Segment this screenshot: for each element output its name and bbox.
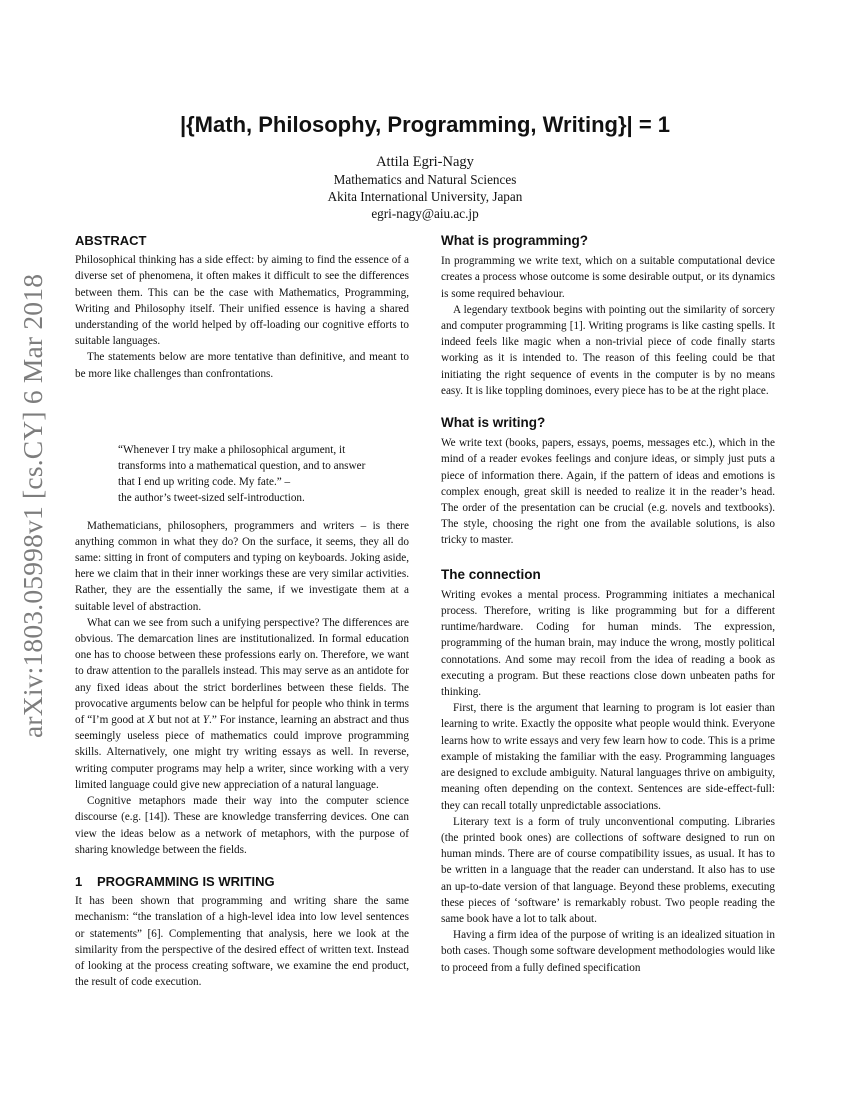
epigraph-quote (75, 442, 378, 507)
programming-heading: What is programming? (441, 233, 589, 248)
author-affiliation-2: Akita International University, Japan (327, 189, 523, 204)
abstract-paragraph-2: The statements below are more tentative than definitive, and meant to be more like challenges than confrontations. (75, 351, 409, 380)
author-block (0, 154, 850, 222)
abstract-paragraph-1: Philosophical thinking has a side effect: by aiming to find the essence of a diverse set of phenomena, it often makes it difficult to see the differences between them. This can be the case with Mathematics, Programming, Writing and Philosophy itself. Their unified essence is having a shared understanding of the world helped by off-loading our cognitive efforts to suitable languages. (75, 254, 409, 348)
connection-paragraph-4: Having a firm idea of the purpose of writing is an idealized situation in both cases. Though some software development methodologies would like to proceed from a fully defined specification (441, 929, 775, 974)
connection-paragraph-3: Literary text is a form of truly unconventional computing. Libraries (the printed book ones) are collections of software designed to run on human minds. There are of course compatibility issues, as usual. It has to be written in a language that the reader can understand. It also has to use an up-to-date version of that language. Beyond these problems, executing these pieces of ‘software’ is remarkably robust. Two people reading the same book have a lot to talk about. (441, 815, 775, 925)
abstract-heading: ABSTRACT (75, 233, 147, 248)
section-1-heading (75, 874, 409, 890)
paper-title: |{Math, Philosophy, Programming, Writing}| = 1 (179, 112, 671, 137)
intro-p2-part-c: .” For instance, learning an abstract and thus seemingly useless piece of mathematics could improve programming skills. Alternatively, one might try writing essays as well. In reverse, writing computer programs may help a writer, since working with a very limited language could give new appreciation of a natural language. (75, 714, 410, 791)
connection-heading: The connection (441, 566, 541, 582)
writing-paragraph-1: We write text (books, papers, essays, poems, messages etc.), which in the mind of a reader evokes feelings and conjure ideas, or simply just puts a piece of information there. Again, if the pattern of ideas and emotions is complex enough, great skill is needed to realize it in the reader’s head. The order of the presentation can be crucial (e.g. novels and textbooks). The style, choosing the right one from the available solutions, is also tricky to master. (441, 437, 775, 547)
intro-var-y: Y (202, 714, 210, 727)
section-1-number: 1 (75, 873, 83, 889)
author-email: egri-nagy@aiu.ac.jp (371, 206, 479, 221)
section-1-paragraph-1: It has been shown that programming and writing share the same mechanism: “the translation of a high-level idea into low level sentences or statements” [6]. Complementing that analysis, here we look at the similarity from the perspective of the desired effect of written text. Instead of looking at the process creating software, we examine the end product, the result of code execution. (75, 895, 409, 989)
intro-p2-part-a: What can we see from such a unifying perspective? The differences are obvious. The demarcation lines are institutionalized. In formal education one has to choose between these professions early on. Therefore, we want to draw attention to the parallels instead. This may serve as an antidote for any fixed ideas about the strict borderlines between these fields. The provocative arguments below can be helpful for people who think in terms of “I’m good at (75, 616, 409, 727)
arxiv-stamp: arXiv:1803.05998v1 [cs.CY] 6 Mar 2018 (17, 273, 48, 738)
epigraph-attribution: the author’s tweet-sized self-introduction. (118, 492, 305, 505)
programming-paragraph-1: In programming we write text, which on a suitable computational device creates a process whose outcome is some desirable output, or its dynamics is some required behaviour. (441, 255, 775, 300)
connection-paragraph-1: Writing evokes a mental process. Programming initiates a mechanical process. Therefore, writing is like programming but for a different runtime/hardware. Coding for human minds. The expression, programming of the human brain, may induce the wrong, mostly political connotations. And some may recoil from the idea of reading a book as executing a program. But these reactions close down unbeaten paths for thinking. (441, 588, 775, 699)
left-column (75, 233, 409, 990)
intro-paragraph-1: Mathematicians, philosophers, programmers and writers – is there anything common in what they do? On the surface, it seems, they all do same: sitting in front of computers and typing on keyboards. Joking aside, here we claim that in their inner workings these are very similar activities. Rather, they are the essentially the same, if we investigate them at a suitable level of abstraction. (75, 519, 409, 613)
intro-var-x: X (147, 714, 155, 727)
epigraph-text: “Whenever I try make a philosophical argument, it transforms into a mathematical question, and to answer that I end up writing code. My fate.” – (118, 443, 366, 489)
programming-paragraph-2: A legendary textbook begins with pointing out the similarity of sorcery and computer programming [1]. Writing programs is like casting spells. It indeed feels like magic when a non-trivial piece of code finally starts working as it is intended to. The reason of this feeling could be that initiating the right sequence of events in the computer is by no means easy. It is like toppling dominoes, every piece has to be at the right place. (441, 303, 775, 397)
author-affiliation-1: Mathematics and Natural Sciences (333, 172, 517, 187)
intro-paragraph-3: Cognitive metaphors made their way into the computer science discourse (e.g. [14]). These are knowledge transferring devices. One can view the ideas below as a network of metaphors, with the purpose of sharing knowledge between the fields. (75, 795, 409, 856)
right-column (441, 233, 775, 976)
author-name: Attila Egri-Nagy (376, 154, 474, 170)
connection-paragraph-2: First, there is the argument that learning to program is lot easier than learning to write. Exactly the opposite what people would think. Everyone learns how to write essays and very few learn how to code. This is a prime example of mistaking the familiar with the easy. Programming languages are designed to exclude ambiguity. Natural languages thrive on ambiguity, meaning often depending on the context. Sentences are side-effect-full: they can recall totally unpredictable associations. (441, 702, 775, 812)
intro-p2-part-b: but not at (154, 714, 203, 727)
section-1-title: PROGRAMMING IS WRITING (97, 873, 275, 889)
intro-paragraph-2 (75, 615, 409, 793)
writing-heading: What is writing? (441, 415, 546, 431)
